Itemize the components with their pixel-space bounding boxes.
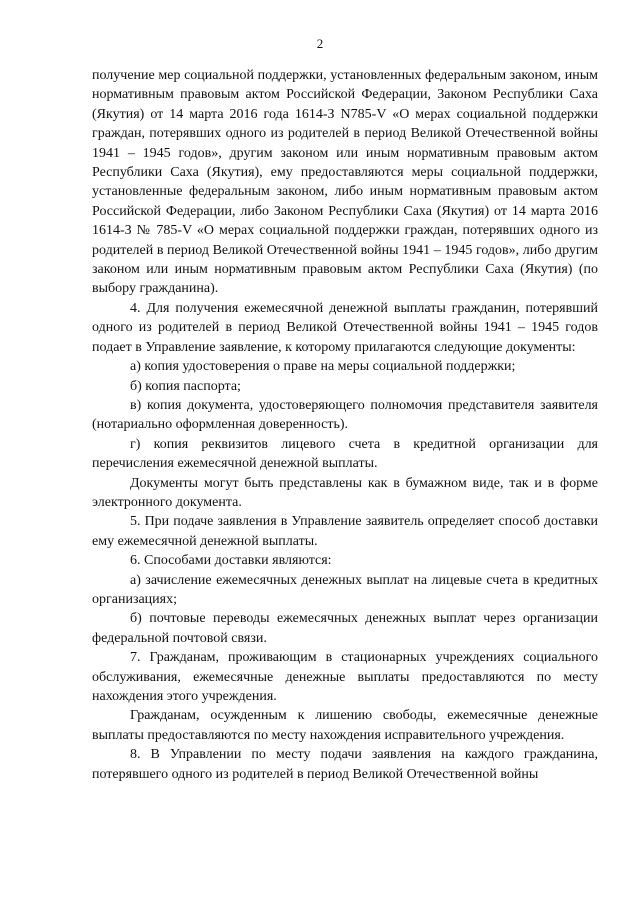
paragraph-item-8: 8. В Управлении по месту подачи заявления на каждого гражданина, потерявшего одного из родителей в период Великой Отечественной войны [92, 747, 598, 782]
paragraph-delivery-b: б) почтовые переводы ежемесячных денежных выплат через организации федеральной почтовой связи. [92, 611, 598, 646]
paragraph-documents-form: Документы могут быть представлены как в бумажном виде, так и в форме электронного документа. [92, 475, 598, 510]
paragraph-item-7: 7. Гражданам, проживающим в стационарных учреждениях социального обслуживания, ежемесячные денежные выплаты предоставляются по месту нахождения этого учреждения. [92, 650, 598, 704]
paragraph-intro: получение мер социальной поддержки, установленных федеральным законом, иным нормативным правовым актом Российской Федерации, Законом Республики Саха (Якутия) от 14 марта 2016 года 1614-З N785-V «О мерах социальной поддержки граждан, потерявших одного из родителей в период Великой Отечественной войны 1941 – 1945 годов», другим законом или иным нормативным правовым актом Республики Саха (Якутия), ему предоставляются меры социальной поддержки, установленные федеральным законом, либо иным нормативным правовым актом Российской Федерации, либо Законом Республики Саха (Якутия) от 14 марта 2016 1614-З № 785-V «О мерах социальной поддержки граждан, потерявших одного из родителей в период Великой Отечественной войны 1941 – 1945 годов», либо другим законом или иным нормативным правовым актом Республики Саха (Якутия) (по выбору гражданина). [92, 68, 598, 297]
paragraph-item-4: 4. Для получения ежемесячной денежной выплаты гражданин, потерявший одного из родителей в период Великой Отечественной войны 1941 – 1945 годов подает в Управление заявление, к которому прилагаются следующие документы: [92, 300, 598, 355]
paragraph-subitem-a: а) копия удостоверения о праве на меры социальной поддержки; [130, 359, 516, 375]
paragraph-item-6: 6. Способами доставки являются: [130, 553, 332, 569]
document-body [92, 66, 598, 784]
paragraph-item-5: 5. При подаче заявления в Управление заявитель определяет способ доставки ему ежемесячной денежной выплаты. [92, 514, 598, 549]
paragraph-subitem-b: б) копия паспорта; [130, 378, 241, 394]
paragraph-subitem-v: в) копия документа, удостоверяющего полномочия представителя заявителя (нотариально оформленная доверенность). [92, 397, 598, 433]
paragraph-convicted: Гражданам, осужденным к лишению свободы, ежемесячные денежные выплаты предоставляются по месту нахождения исправительного учреждения. [92, 708, 598, 743]
paragraph-delivery-a: а) зачисление ежемесячных денежных выплат на лицевые счета в кредитных организациях; [92, 572, 598, 607]
page-number: 2 [316, 36, 324, 51]
paragraph-subitem-g: г) копия реквизитов лицевого счета в кредитной организации для перечисления ежемесячной денежной выплаты. [92, 436, 598, 472]
